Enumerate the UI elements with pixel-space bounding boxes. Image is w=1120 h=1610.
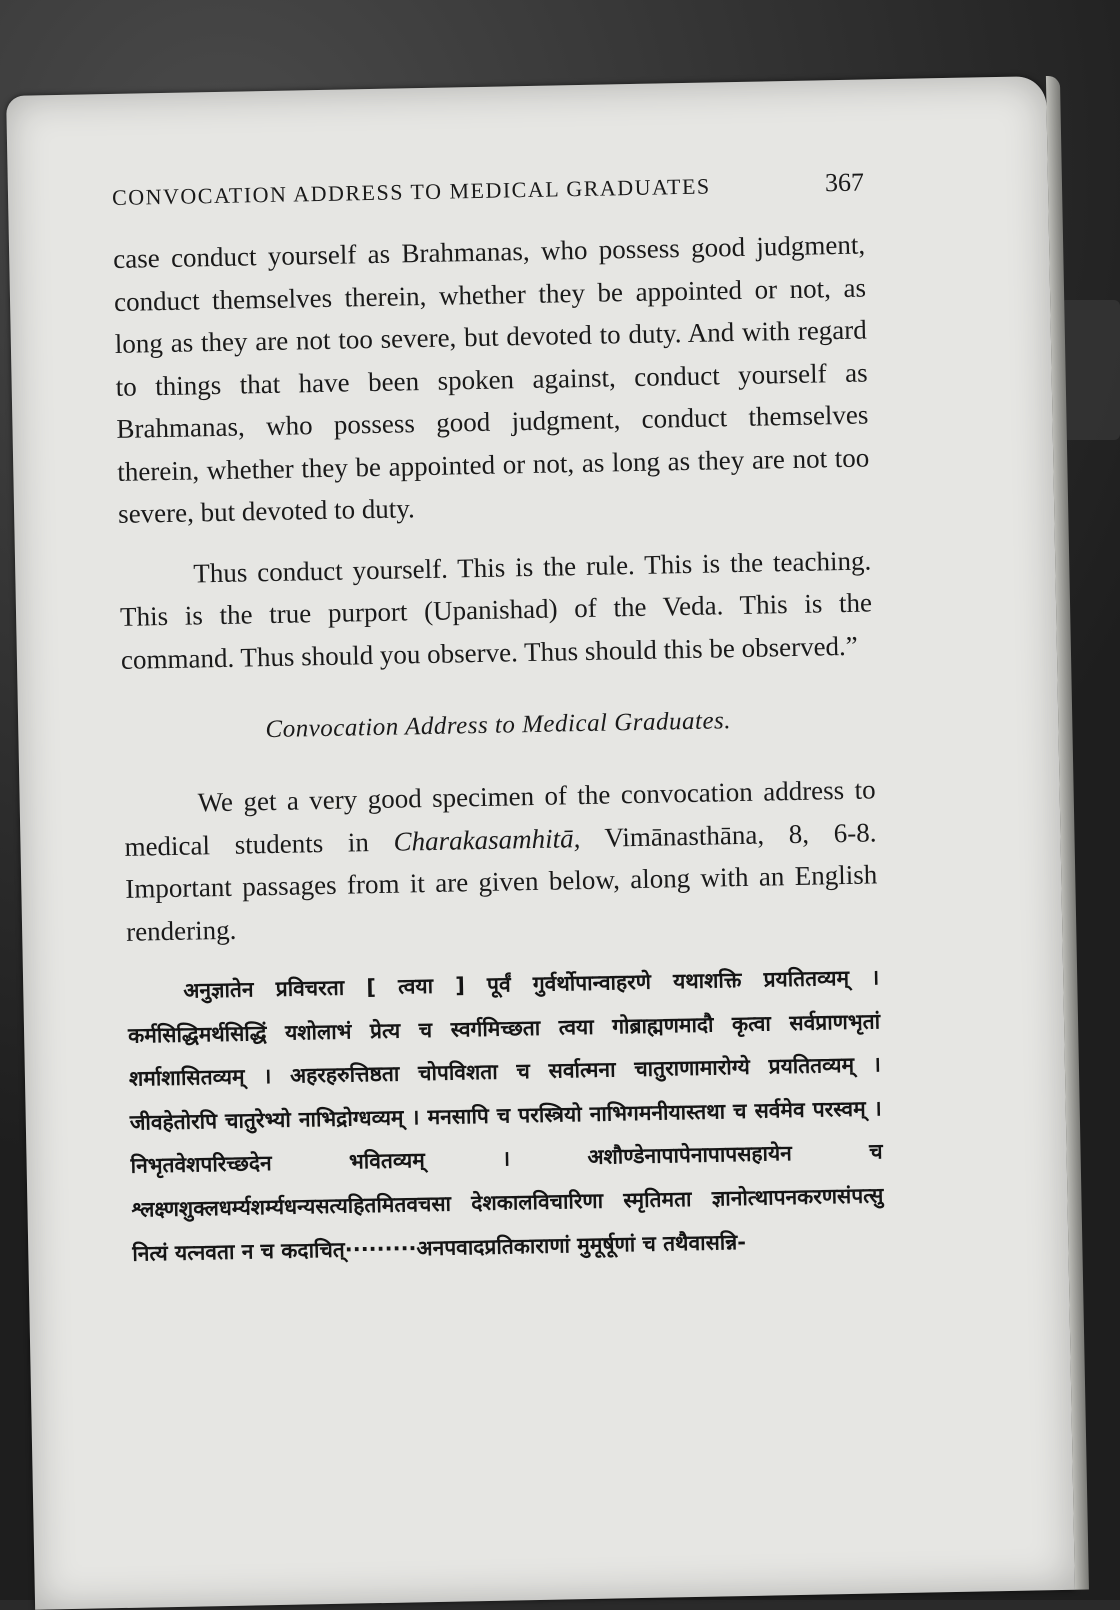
sanskrit-passage: अनुज्ञातेन प्रविचरता [ त्वया ] पूर्वं गुर्वर्थोपान्वाहरणे यथाशक्ति प्रयतितव्यम् । कर्मसिद्धिमर्थसिद्धिं यशोलाभं प्रेत्य च स्वर्गमिच्छता त्वया गोब्राह्मणमादौ कृत्वा सर्वप्राणभृतां शर्माशासितव्यम् । अहरहरुत्तिष्ठता चोपविशता च सर्वात्मना चातुराणामारोग्ये प्रयतितव्यम् । जीवहेतोरपि चातुरेभ्यो नाभिद्रोग्धव्यम् । मनसापि च परस्त्रियो नाभिगमनीयास्तथा च सर्वमेव परस्वम् । निभृतवेशपरिच्छदेन भवितव्यम् । अशौण्डेनापापेनापापसहायेन च श्लक्ष्णशुक्लधर्म्यशर्म्यधन्यसत्यहितमितवचसा देशकालविचारिणा स्मृतिमता ज्ञानोत्थापनकरणसंपत्सु नित्यं यत्नवता न च कदाचित्·········अनपवादप्रतिकाराणां मुमूर्षूणां च तथैवासन्नि- (127, 965, 884, 1266)
running-head (112, 168, 864, 212)
paragraph-thus-conduct: Thus conduct yourself. This is the rule. This is the teaching. This is the true purport (Upanishad) of the Veda. This is the command. Thus should you observe. Thus should this be observed.” (119, 544, 873, 675)
page-number: 367 (824, 167, 865, 198)
paragraph-continued: case conduct yourself as Brahmanas, who possess good judgment, conduct themselves therein, whether they be appointed or not, as long as they are not too severe, but devoted to duty. And with regard to things that have been spoken against, conduct yourself as Brahmanas, who possess good judgment, conduct themselves therein, whether they be appointed or not, as long as they are not too severe, but devoted to duty. (112, 229, 870, 529)
section-heading: Convocation Address to Medical Graduates. (265, 707, 732, 744)
running-head-title: CONVOCATION ADDRESS TO MEDICAL GRADUATES (111, 173, 711, 210)
citation-charakasamhita: Charakasamhitā, (393, 822, 581, 857)
intro-paragraph (123, 768, 878, 952)
intro-text-after: Vimānasthāna, 8, 6-8. Important passages from it are given below, along with an English rendering. (125, 816, 878, 947)
book-page (6, 76, 1075, 1610)
page-content (112, 168, 885, 1276)
adjacent-page-edge (1060, 300, 1120, 440)
intro-text-before: We get a very good specimen of the convocation address to medical students in (124, 774, 876, 862)
